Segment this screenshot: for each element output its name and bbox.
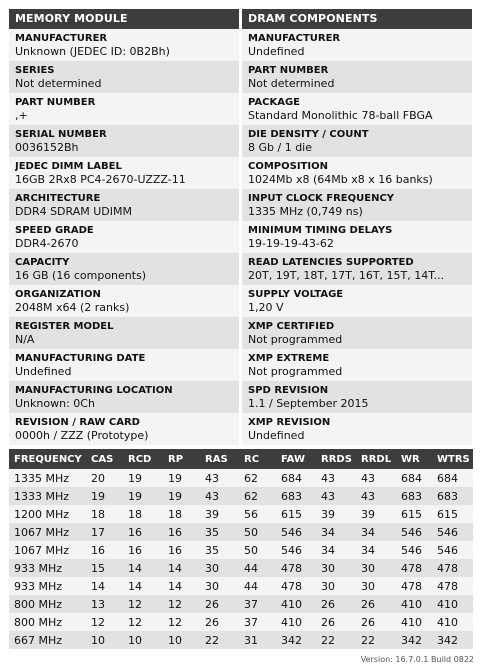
- timing-cell: 26: [356, 613, 396, 631]
- field-label: PART NUMBER: [248, 65, 329, 76]
- right-field-spd-revision: [242, 381, 472, 413]
- timing-cell: 684: [432, 469, 473, 487]
- spd-report: [9, 9, 473, 649]
- field-value: Undefined: [248, 45, 305, 58]
- timing-cell: 19: [123, 469, 163, 487]
- timing-col-faw: FAW: [276, 449, 316, 469]
- timing-cell: 14: [163, 577, 200, 595]
- timing-row: [9, 469, 473, 487]
- field-value: ,+: [15, 109, 28, 122]
- timing-cell: 478: [276, 559, 316, 577]
- timing-row: [9, 523, 473, 541]
- left-field-part-number: [9, 93, 239, 125]
- timing-cell: 34: [316, 523, 356, 541]
- timing-cell: 30: [356, 559, 396, 577]
- timing-col-rcd: RCD: [123, 449, 163, 469]
- timing-cell: 22: [316, 631, 356, 649]
- timing-cell: 667 MHz: [9, 631, 86, 649]
- field-value: 1.1 / September 2015: [248, 397, 369, 410]
- timing-cell: 13: [86, 595, 123, 613]
- field-value: 0036152Bh: [15, 141, 79, 154]
- timing-cell: 44: [239, 559, 276, 577]
- memory-module-list: [9, 29, 239, 445]
- timing-cell: 1067 MHz: [9, 541, 86, 559]
- right-field-input-clock-frequency: [242, 189, 472, 221]
- timing-cell: 12: [86, 613, 123, 631]
- timing-cell: 478: [396, 559, 432, 577]
- timing-cell: 39: [356, 505, 396, 523]
- field-value: 1,20 V: [248, 301, 284, 314]
- timing-cell: 683: [432, 487, 473, 505]
- field-value: DDR4-2670: [15, 237, 79, 250]
- timing-col-frequency: FREQUENCY: [9, 449, 86, 469]
- timing-row: [9, 541, 473, 559]
- timing-row: [9, 613, 473, 631]
- timing-cell: 16: [123, 523, 163, 541]
- timing-cell: 39: [316, 505, 356, 523]
- timing-cell: 50: [239, 523, 276, 541]
- timing-cell: 26: [200, 595, 239, 613]
- timing-cell: 14: [123, 577, 163, 595]
- timing-cell: 14: [163, 559, 200, 577]
- field-value: Unknown: 0Ch: [15, 397, 95, 410]
- field-label: SERIES: [15, 65, 55, 76]
- timing-cell: 478: [432, 577, 473, 595]
- timing-cell: 43: [200, 487, 239, 505]
- timing-cell: 16: [123, 541, 163, 559]
- field-label: MANUFACTURER: [15, 33, 108, 44]
- right-field-read-latencies-supported: [242, 253, 472, 285]
- timing-cell: 10: [86, 631, 123, 649]
- field-value: Undefined: [248, 429, 305, 442]
- timing-cell: 410: [396, 595, 432, 613]
- field-value: Unknown (JEDEC ID: 0B2Bh): [15, 45, 170, 58]
- timing-cell: 683: [276, 487, 316, 505]
- right-field-composition: [242, 157, 472, 189]
- timing-row: [9, 631, 473, 649]
- timing-cell: 933 MHz: [9, 577, 86, 595]
- dram-components-list: [242, 29, 472, 445]
- field-label: XMP EXTREME: [248, 353, 330, 364]
- field-label: REGISTER MODEL: [15, 321, 114, 332]
- field-value: Standard Monolithic 78-ball FBGA: [248, 109, 433, 122]
- timing-cell: 16: [86, 541, 123, 559]
- left-field-series: [9, 61, 239, 93]
- timing-cell: 18: [163, 505, 200, 523]
- timing-cell: 684: [396, 469, 432, 487]
- field-label: REVISION / RAW CARD: [15, 417, 140, 428]
- timing-cell: 39: [200, 505, 239, 523]
- timing-cell: 19: [123, 487, 163, 505]
- timing-cell: 10: [123, 631, 163, 649]
- field-value: Not determined: [248, 77, 335, 90]
- timing-col-rc: RC: [239, 449, 276, 469]
- timing-cell: 19: [163, 469, 200, 487]
- timing-cell: 62: [239, 469, 276, 487]
- timing-body: [9, 469, 473, 649]
- field-label: SPD REVISION: [248, 385, 329, 396]
- timing-cell: 615: [396, 505, 432, 523]
- field-label: SPEED GRADE: [15, 225, 94, 236]
- field-value: 8 Gb / 1 die: [248, 141, 313, 154]
- timing-cell: 14: [123, 559, 163, 577]
- field-value: Not programmed: [248, 365, 343, 378]
- field-label: COMPOSITION: [248, 161, 328, 172]
- field-label: PART NUMBER: [15, 97, 96, 108]
- timing-cell: 800 MHz: [9, 613, 86, 631]
- timing-cell: 478: [432, 559, 473, 577]
- field-value: Not programmed: [248, 333, 343, 346]
- timing-cell: 22: [356, 631, 396, 649]
- timing-cell: 22: [200, 631, 239, 649]
- timing-cell: 18: [86, 505, 123, 523]
- timing-cell: 26: [200, 613, 239, 631]
- right-field-xmp-certified: [242, 317, 472, 349]
- timing-cell: 37: [239, 613, 276, 631]
- timing-cell: 43: [316, 487, 356, 505]
- field-label: ORGANIZATION: [15, 289, 101, 300]
- timing-cell: 684: [276, 469, 316, 487]
- timing-cell: 14: [86, 577, 123, 595]
- field-label: SERIAL NUMBER: [15, 129, 107, 140]
- timing-col-rp: RP: [163, 449, 200, 469]
- timing-cell: 546: [396, 541, 432, 559]
- right-field-xmp-revision: [242, 413, 472, 445]
- right-field-xmp-extreme: [242, 349, 472, 381]
- field-value: DDR4 SDRAM UDIMM: [15, 205, 132, 218]
- left-field-organization: [9, 285, 239, 317]
- timing-row: [9, 505, 473, 523]
- timing-cell: 546: [396, 523, 432, 541]
- left-field-serial-number: [9, 125, 239, 157]
- timing-cell: 12: [163, 613, 200, 631]
- field-label: CAPACITY: [15, 257, 70, 268]
- timing-col-rrdl: RRDL: [356, 449, 396, 469]
- timing-cell: 30: [316, 577, 356, 595]
- timing-cell: 15: [86, 559, 123, 577]
- timing-cell: 342: [432, 631, 473, 649]
- right-field-part-number: [242, 61, 472, 93]
- left-field-speed-grade: [9, 221, 239, 253]
- field-label: INPUT CLOCK FREQUENCY: [248, 193, 395, 204]
- timing-cell: 44: [239, 577, 276, 595]
- left-field-revision-raw-card: [9, 413, 239, 445]
- left-field-manufacturing-location: [9, 381, 239, 413]
- field-value: 0000h / ZZZ (Prototype): [15, 429, 149, 442]
- timing-cell: 933 MHz: [9, 559, 86, 577]
- timing-cell: 30: [200, 559, 239, 577]
- right-field-manufacturer: [242, 29, 472, 61]
- field-value: 16 GB (16 components): [15, 269, 147, 282]
- timing-cell: 16: [163, 523, 200, 541]
- timing-cell: 43: [316, 469, 356, 487]
- field-value: N/A: [15, 333, 35, 346]
- field-label: SUPPLY VOLTAGE: [248, 289, 344, 300]
- field-label: READ LATENCIES SUPPORTED: [248, 257, 414, 268]
- dram-components-header: DRAM COMPONENTS: [242, 9, 472, 29]
- timing-col-rrds: RRDS: [316, 449, 356, 469]
- timing-table: [9, 449, 473, 649]
- memory-module-column: [9, 9, 239, 445]
- timing-cell: 35: [200, 523, 239, 541]
- field-value: Undefined: [15, 365, 72, 378]
- right-field-supply-voltage: [242, 285, 472, 317]
- field-label: PACKAGE: [248, 97, 301, 108]
- timing-cell: 1335 MHz: [9, 469, 86, 487]
- timing-cell: 34: [356, 523, 396, 541]
- timing-cell: 546: [276, 541, 316, 559]
- timing-cell: 12: [163, 595, 200, 613]
- timing-row: [9, 577, 473, 595]
- timing-cell: 34: [356, 541, 396, 559]
- timing-cell: 12: [123, 613, 163, 631]
- field-label: MANUFACTURING DATE: [15, 353, 146, 364]
- field-value: Not determined: [15, 77, 102, 90]
- timing-header-row: [9, 449, 473, 469]
- field-label: XMP CERTIFIED: [248, 321, 335, 332]
- left-field-manufacturer: [9, 29, 239, 61]
- timing-cell: 546: [276, 523, 316, 541]
- field-label: JEDEC DIMM LABEL: [15, 161, 122, 172]
- field-value: 2048M x64 (2 ranks): [15, 301, 130, 314]
- memory-module-header: MEMORY MODULE: [9, 9, 239, 29]
- field-value: 19-19-19-43-62: [248, 237, 334, 250]
- timing-cell: 800 MHz: [9, 595, 86, 613]
- timing-cell: 546: [432, 541, 473, 559]
- timing-cell: 410: [396, 613, 432, 631]
- timing-cell: 30: [200, 577, 239, 595]
- right-field-minimum-timing-delays: [242, 221, 472, 253]
- timing-col-wtrs: WTRS: [432, 449, 473, 469]
- timing-cell: 37: [239, 595, 276, 613]
- timing-cell: 43: [200, 469, 239, 487]
- timing-cell: 43: [356, 487, 396, 505]
- right-field-die-density-count: [242, 125, 472, 157]
- timing-col-ras: RAS: [200, 449, 239, 469]
- field-value: 1024Mb x8 (64Mb x8 x 16 banks): [248, 173, 433, 186]
- timing-cell: 615: [276, 505, 316, 523]
- right-field-package: [242, 93, 472, 125]
- version-label: Version: 16.7.0.1 Build 0822: [360, 655, 474, 664]
- timing-row: [9, 487, 473, 505]
- timing-cell: 1200 MHz: [9, 505, 86, 523]
- timing-cell: 1067 MHz: [9, 523, 86, 541]
- timing-cell: 18: [123, 505, 163, 523]
- timing-cell: 478: [276, 577, 316, 595]
- field-label: MANUFACTURER: [248, 33, 341, 44]
- timing-cell: 1333 MHz: [9, 487, 86, 505]
- timing-cell: 17: [86, 523, 123, 541]
- timing-cell: 30: [316, 559, 356, 577]
- timing-cell: 342: [396, 631, 432, 649]
- timing-cell: 31: [239, 631, 276, 649]
- timing-cell: 410: [432, 613, 473, 631]
- timing-cell: 26: [316, 595, 356, 613]
- field-label: MANUFACTURING LOCATION: [15, 385, 173, 396]
- timing-cell: 43: [356, 469, 396, 487]
- left-field-manufacturing-date: [9, 349, 239, 381]
- field-value: 16GB 2Rx8 PC4-2670-UZZZ-11: [15, 173, 186, 186]
- timing-col-wr: WR: [396, 449, 432, 469]
- timing-row: [9, 559, 473, 577]
- timing-cell: 26: [316, 613, 356, 631]
- timing-cell: 410: [276, 613, 316, 631]
- timing-cell: 35: [200, 541, 239, 559]
- timing-cell: 10: [163, 631, 200, 649]
- info-columns: [9, 9, 473, 445]
- timing-cell: 478: [396, 577, 432, 595]
- timing-cell: 546: [432, 523, 473, 541]
- timing-cell: 20: [86, 469, 123, 487]
- left-field-register-model: [9, 317, 239, 349]
- timing-cell: 410: [276, 595, 316, 613]
- left-field-architecture: [9, 189, 239, 221]
- timing-cell: 62: [239, 487, 276, 505]
- timing-cell: 50: [239, 541, 276, 559]
- field-label: DIE DENSITY / COUNT: [248, 129, 369, 140]
- timing-cell: 30: [356, 577, 396, 595]
- timing-cell: 683: [396, 487, 432, 505]
- timing-cell: 342: [276, 631, 316, 649]
- timing-cell: 615: [432, 505, 473, 523]
- timing-row: [9, 595, 473, 613]
- field-label: XMP REVISION: [248, 417, 331, 428]
- timing-cell: 12: [123, 595, 163, 613]
- timing-cell: 19: [86, 487, 123, 505]
- timing-cell: 410: [432, 595, 473, 613]
- field-label: ARCHITECTURE: [15, 193, 101, 204]
- timing-cell: 26: [356, 595, 396, 613]
- timing-cell: 19: [163, 487, 200, 505]
- left-field-jedec-dimm-label: [9, 157, 239, 189]
- timing-cell: 56: [239, 505, 276, 523]
- left-field-capacity: [9, 253, 239, 285]
- field-label: MINIMUM TIMING DELAYS: [248, 225, 393, 236]
- dram-components-column: [242, 9, 472, 445]
- field-value: 20T, 19T, 18T, 17T, 16T, 15T, 14T...: [248, 269, 445, 282]
- timing-cell: 34: [316, 541, 356, 559]
- timing-col-cas: CAS: [86, 449, 123, 469]
- field-value: 1335 MHz (0,749 ns): [248, 205, 363, 218]
- timing-cell: 16: [163, 541, 200, 559]
